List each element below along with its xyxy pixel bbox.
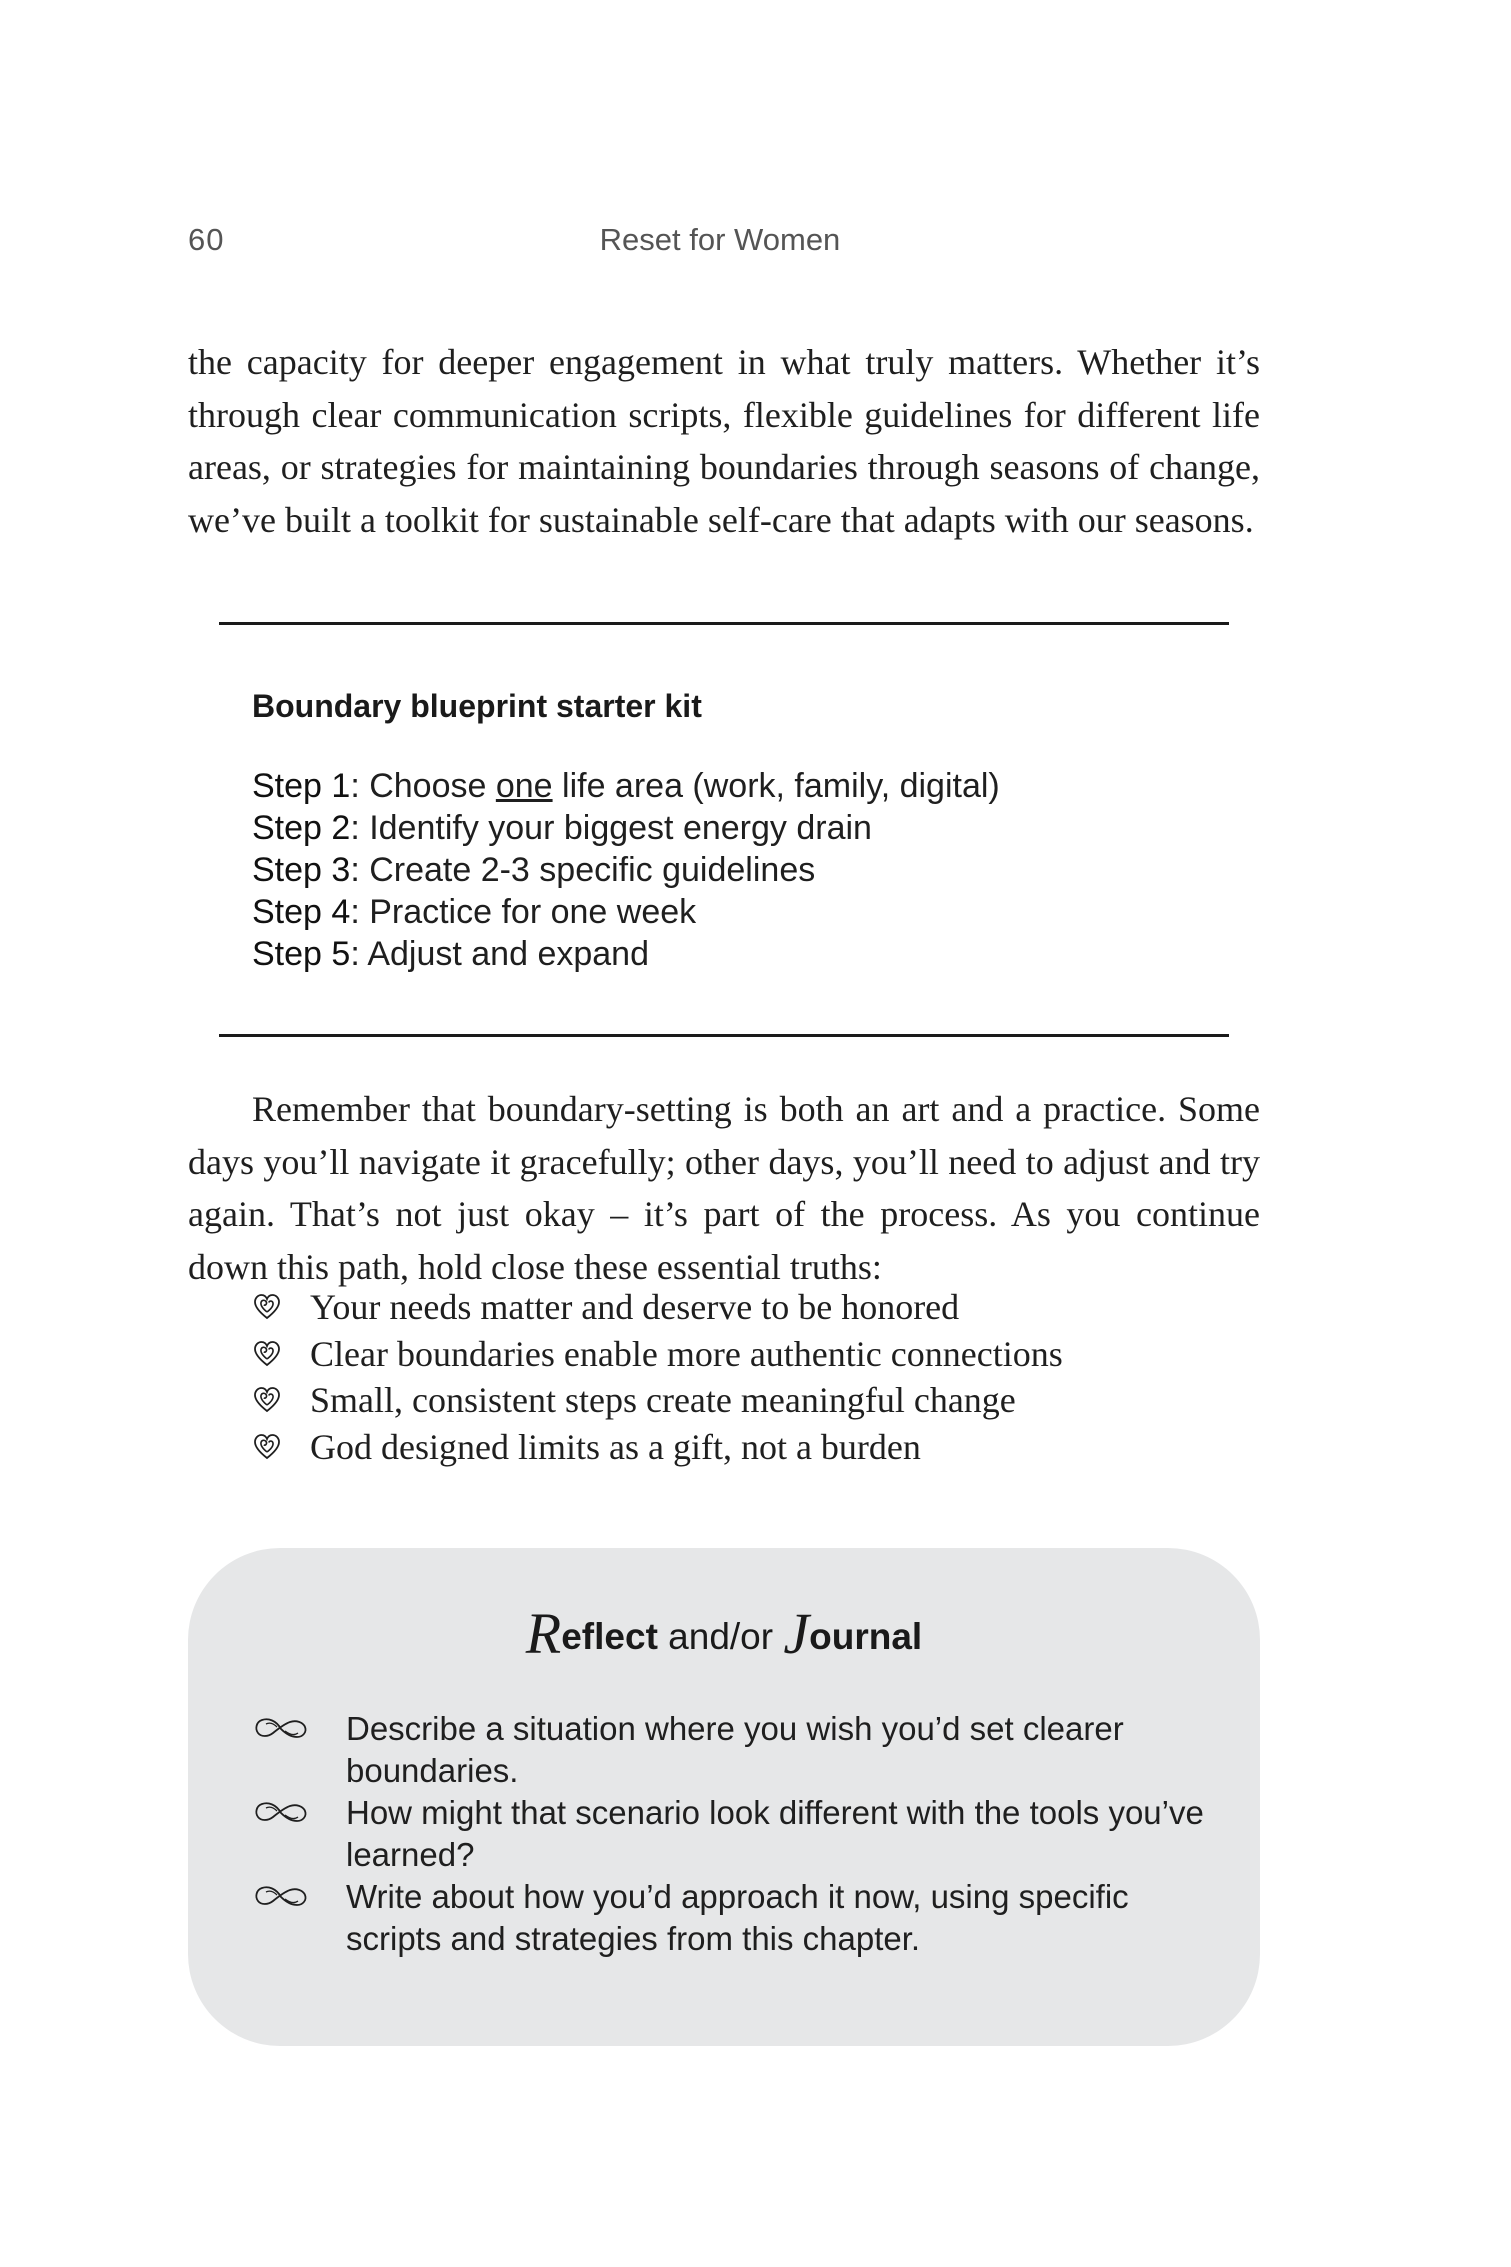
truth-text: God designed limits as a gift, not a burden [310, 1426, 921, 1467]
step-label: Step 4 [252, 893, 351, 931]
kit-step [252, 933, 1212, 975]
title-connector: and/or [657, 1616, 784, 1657]
truth-text: Clear boundaries enable more authentic connections [310, 1333, 1063, 1374]
prompt-text: How might that scenario look different with the tools you’ve learned? [346, 1794, 1204, 1873]
journal-prompts [252, 1708, 1212, 1960]
truths-list [252, 1284, 1063, 1470]
step-text: : Identify your biggest energy drain [350, 809, 872, 847]
prompt-text: Write about how you’d approach it now, using specific scripts and strategies from this chapter. [346, 1878, 1129, 1957]
closing-paragraph: Remember that boundary-setting is both an art and a practice. Some days you’ll navigate it gracefully; other days, you’ll need to adjust and try again. That’s not just okay – it’s part of the process. As you continue down this path, hold close these essential truths: [188, 1089, 1260, 1287]
list-item [252, 1284, 1063, 1331]
step-label: Step 3 [252, 851, 351, 889]
list-item [252, 1424, 1063, 1471]
infinity-loop-icon [252, 1716, 310, 1742]
title-word-reflect: eflect [561, 1616, 658, 1657]
heart-swirl-icon [252, 1432, 282, 1462]
title-word-journal: ournal [809, 1616, 923, 1657]
title-initial-r: R [525, 1601, 562, 1666]
kit-step [252, 891, 1212, 933]
step-label: Step 1 [252, 767, 351, 805]
page-number: 60 [188, 222, 225, 257]
infinity-loop-icon [252, 1884, 310, 1910]
truth-text: Small, consistent steps create meaningful change [310, 1380, 1016, 1420]
heart-swirl-icon [252, 1385, 282, 1415]
running-head: Reset for Women [599, 222, 841, 257]
step-text: : Practice for one week [350, 893, 697, 931]
list-item [252, 1377, 1063, 1424]
list-item [252, 1331, 1063, 1378]
heart-swirl-icon [252, 1339, 282, 1369]
starter-kit [252, 688, 1212, 975]
starter-kit-title: Boundary blueprint starter kit [252, 688, 702, 724]
step-text: : Create 2-3 specific guidelines [350, 851, 816, 889]
divider-bottom [219, 1034, 1229, 1037]
divider-top [219, 622, 1229, 625]
step-emphasis: one [495, 767, 553, 805]
prompt-text: Describe a situation where you wish you’d set clearer boundaries. [346, 1710, 1124, 1789]
reflect-journal-title [188, 1600, 1260, 1667]
intro-paragraph: the capacity for deeper engagement in what truly matters. Whether it’s through clear communication scripts, flexible guidelines for different life areas, or strategies for maintaining boundaries through seasons of change, we’ve built a toolkit for sustainable self-care that adapts with our seasons. [188, 342, 1260, 540]
reflect-journal-box [188, 1548, 1260, 2046]
list-item [252, 1792, 1212, 1876]
infinity-loop-icon [252, 1800, 310, 1826]
step-text: : Adjust and expand [350, 935, 649, 973]
list-item [252, 1876, 1212, 1960]
heart-swirl-icon [252, 1292, 282, 1322]
kit-step [252, 807, 1212, 849]
kit-step [252, 849, 1212, 891]
step-text: life area (work, family, digital) [552, 767, 1000, 805]
kit-step [252, 765, 1212, 807]
list-item [252, 1708, 1212, 1792]
step-label: Step 2 [252, 809, 351, 847]
step-label: Step 5 [252, 935, 351, 973]
title-initial-j: J [783, 1601, 810, 1666]
step-text: : Choose [350, 767, 496, 805]
truth-text: Your needs matter and deserve to be honored [310, 1287, 960, 1327]
